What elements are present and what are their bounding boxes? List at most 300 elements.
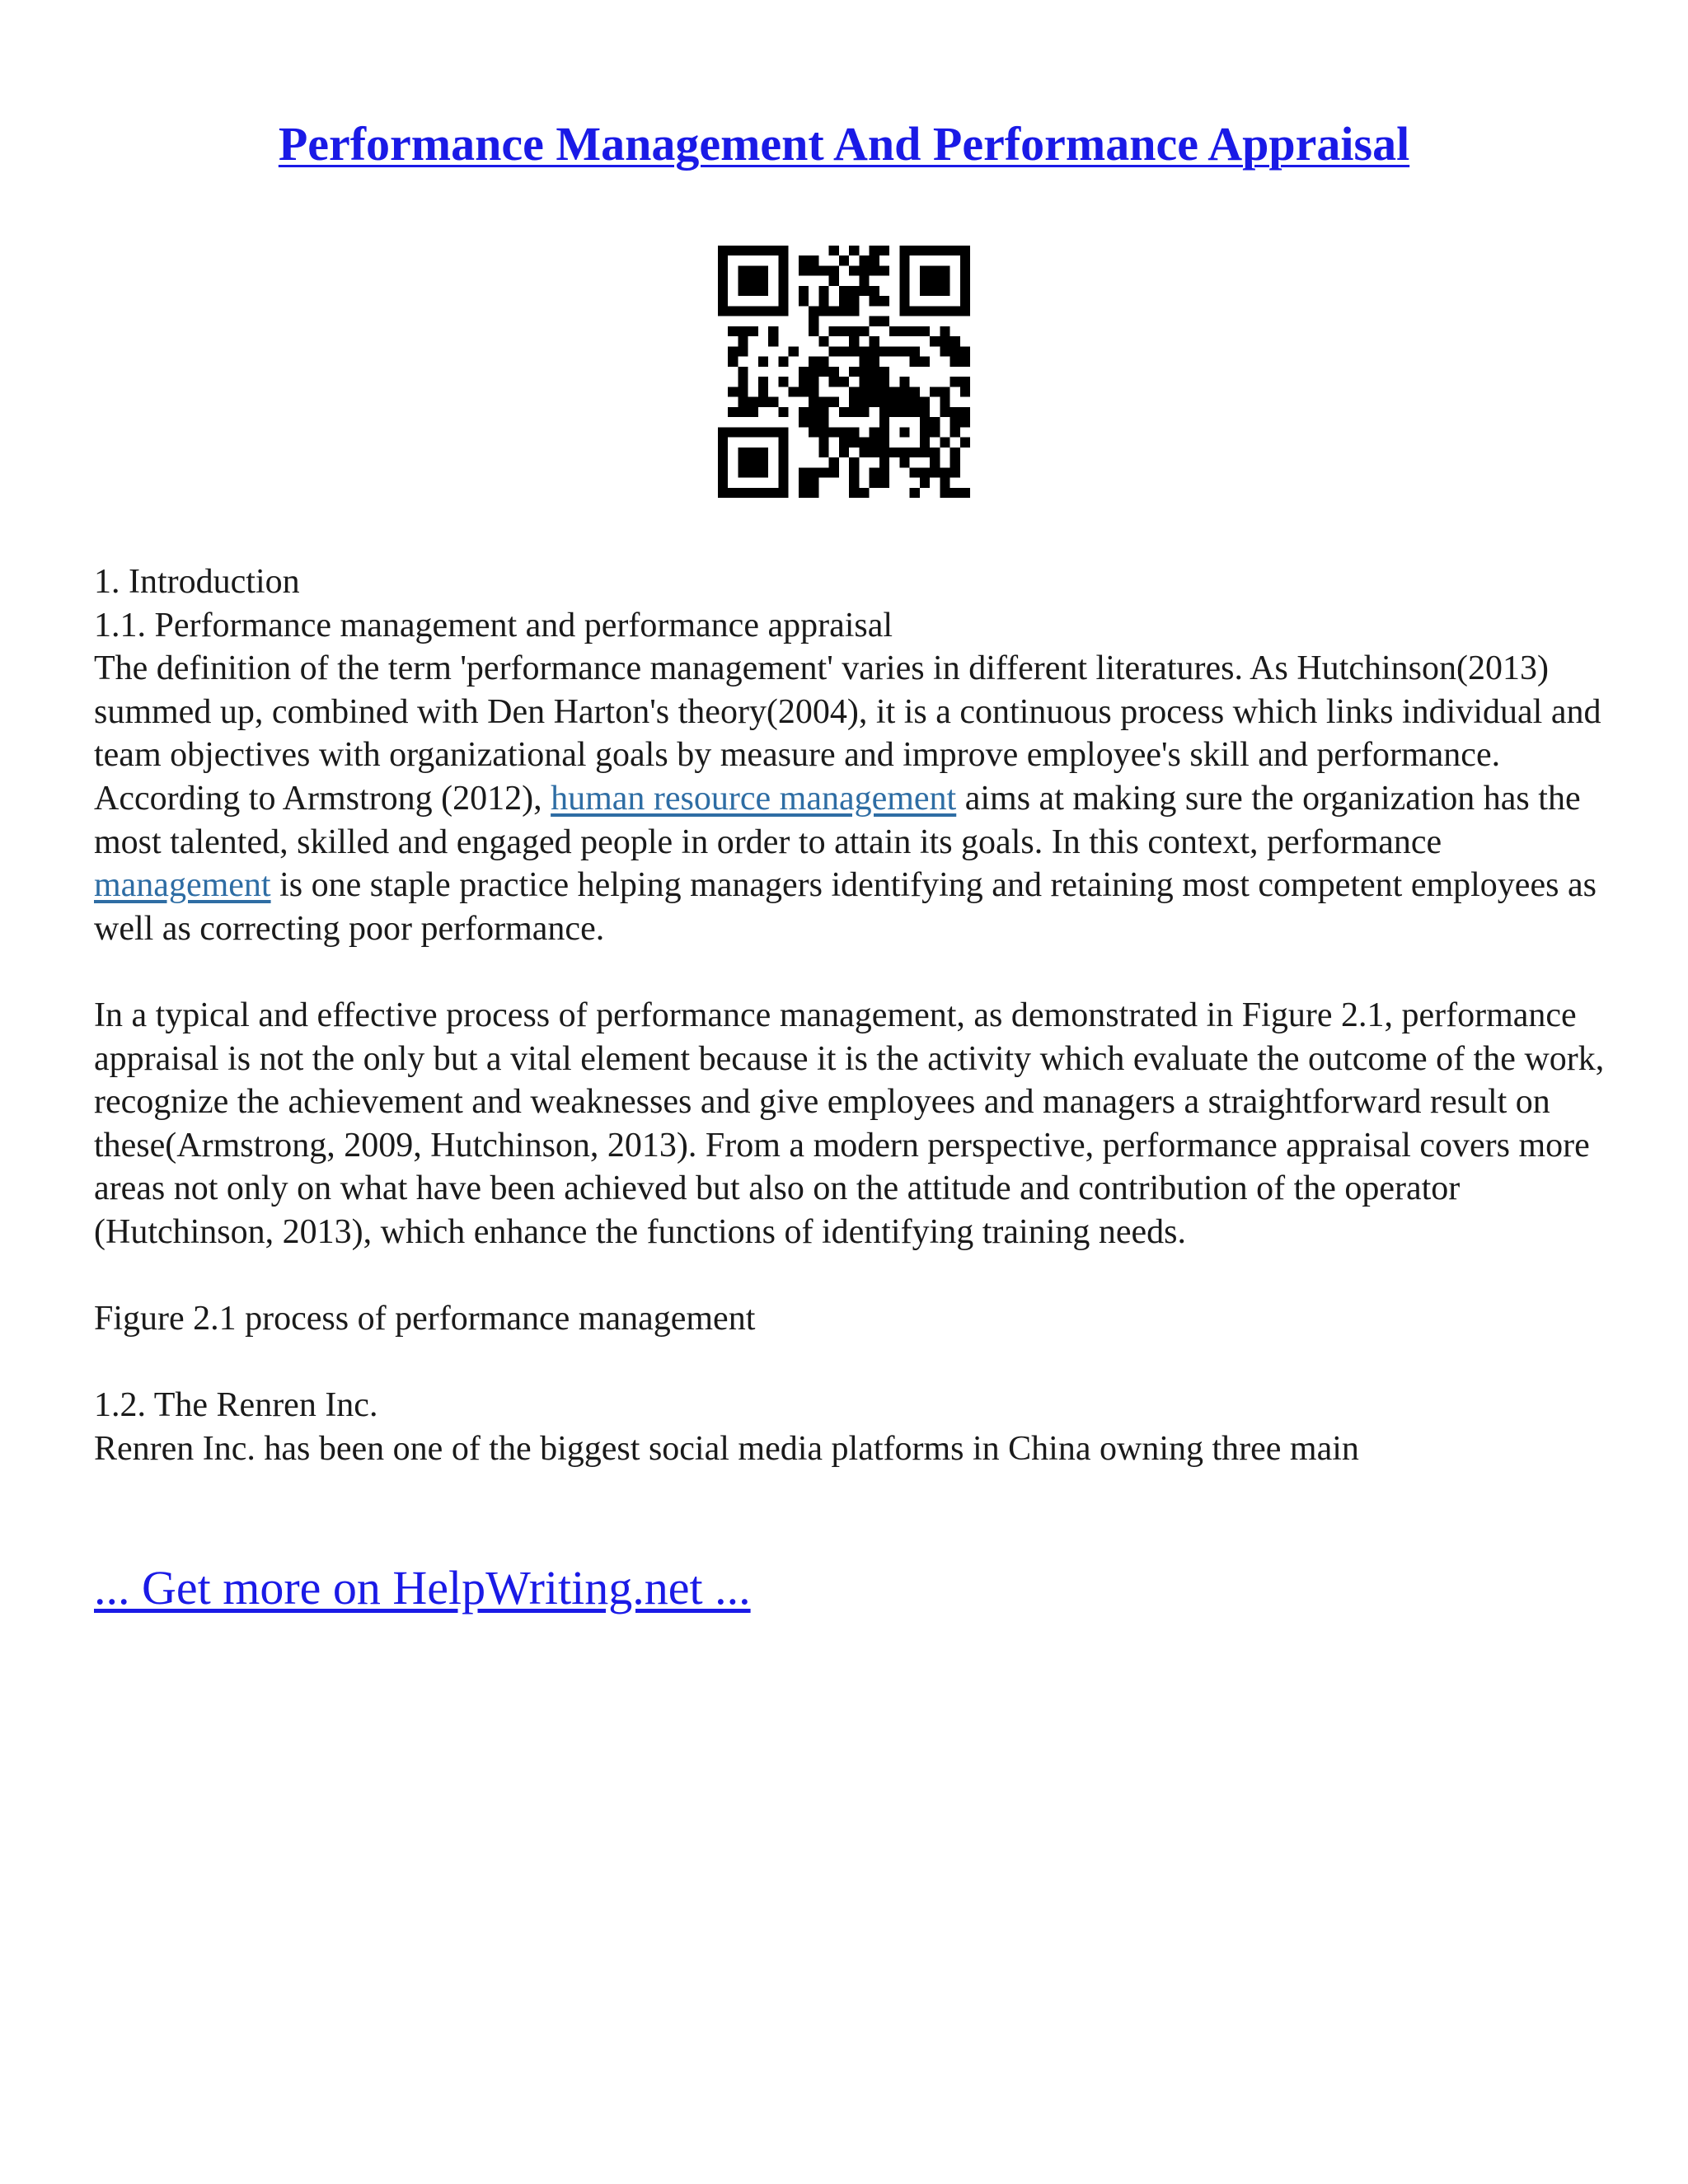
paragraph-process: In a typical and effective process of performance management, as demonstrated in Figure 2.1, performance appraisal is not the only but a vital element because it is the activity which evaluate the outcome of the work, recognize the achievement and weaknesses and give employees and managers a straightforward result on these(Armstrong, 2009, Hutchinson, 2013). From a modern perspective, performance appraisal covers more areas not only on what have been achieved but also on the attitude and contribution of the operator (Hutchinson, 2013), which enhance the functions of identifying training needs. (94, 996, 1605, 1251)
qr-module (809, 478, 818, 488)
qr-module (799, 265, 809, 275)
qr-module (748, 467, 758, 477)
qr-module (839, 326, 849, 336)
document-body (94, 560, 1611, 1470)
qr-module (910, 357, 920, 367)
qr-module (849, 246, 859, 255)
qr-module (950, 457, 960, 467)
qr-module (899, 377, 909, 387)
qr-module (778, 488, 788, 498)
qr-module (738, 467, 748, 477)
qr-module (758, 448, 768, 457)
qr-module (940, 387, 950, 396)
qr-module (728, 346, 738, 356)
qr-module (768, 397, 778, 407)
qr-module (738, 336, 748, 346)
qr-module (960, 377, 970, 387)
paragraph-text: aims at making sure the organization has the most talented, skilled and engaged people in order to attain its goals. In this context, performance (94, 779, 1581, 861)
link-management[interactable]: management (94, 866, 271, 905)
qr-module (809, 316, 818, 326)
qr-module (809, 387, 818, 396)
qr-module (778, 457, 788, 467)
paragraph-spacer (94, 950, 1611, 994)
qr-module (920, 326, 930, 336)
qr-module (758, 457, 768, 467)
qr-module (738, 326, 748, 336)
qr-module (849, 336, 859, 346)
qr-module (778, 255, 788, 265)
qr-module (738, 276, 748, 286)
qr-module (718, 488, 728, 498)
qr-module (829, 346, 839, 356)
qr-module (930, 387, 940, 396)
qr-module (849, 306, 859, 316)
qr-module (930, 417, 940, 427)
qr-module (738, 246, 748, 255)
qr-module (829, 457, 839, 467)
qr-module (809, 467, 818, 477)
qr-module (960, 276, 970, 286)
qr-module (799, 296, 809, 306)
qr-module (738, 265, 748, 275)
get-more-paragraph (94, 1559, 751, 1617)
qr-module (940, 326, 950, 336)
qr-module (778, 377, 788, 387)
qr-module (960, 246, 970, 255)
qr-module (809, 255, 818, 265)
qr-module (758, 467, 768, 477)
subsection-heading-performance: 1.1. Performance management and performance appraisal (94, 606, 893, 644)
qr-module (879, 407, 889, 417)
qr-module (778, 467, 788, 477)
qr-module (818, 306, 828, 316)
qr-module (829, 246, 839, 255)
qr-module (758, 286, 768, 296)
qr-module (849, 296, 859, 306)
qr-module (930, 457, 940, 467)
qr-module (738, 367, 748, 377)
qr-module (758, 488, 768, 498)
qr-module (910, 397, 920, 407)
qr-module (899, 427, 909, 437)
qr-module (829, 265, 839, 275)
qr-module (870, 255, 879, 265)
qr-module (930, 246, 940, 255)
qr-module (778, 407, 788, 417)
qr-module (758, 377, 768, 387)
qr-module (718, 246, 728, 255)
qr-module (870, 265, 879, 275)
qr-module (960, 438, 970, 448)
qr-module (718, 296, 728, 306)
qr-module (718, 478, 728, 488)
qr-module (718, 255, 728, 265)
qr-module (748, 457, 758, 467)
qr-module (748, 397, 758, 407)
qr-module (910, 306, 920, 316)
qr-module (879, 296, 889, 306)
qr-module (899, 387, 909, 396)
qr-module (738, 286, 748, 296)
qr-module (960, 417, 970, 427)
qr-module (839, 346, 849, 356)
qr-module (718, 457, 728, 467)
qr-module (910, 246, 920, 255)
qr-module (818, 357, 828, 367)
qr-module (718, 448, 728, 457)
qr-module (799, 387, 809, 396)
qr-module (950, 448, 960, 457)
qr-module (818, 286, 828, 296)
qr-module (809, 427, 818, 437)
qr-module (940, 346, 950, 356)
qr-module (870, 246, 879, 255)
title-link[interactable]: Performance Management And Performance Appraisal (278, 117, 1410, 171)
qr-module (910, 407, 920, 417)
qr-module (849, 397, 859, 407)
qr-module (859, 346, 869, 356)
qr-module (839, 438, 849, 448)
qr-module (778, 448, 788, 457)
qr-module (899, 397, 909, 407)
qr-module (920, 246, 930, 255)
qr-module (930, 427, 940, 437)
qr-module (829, 467, 839, 477)
qr-module (748, 488, 758, 498)
qr-module (870, 427, 879, 437)
qr-module (940, 438, 950, 448)
qr-module (738, 377, 748, 387)
qr-module (940, 336, 950, 346)
qr-module (758, 387, 768, 396)
qr-module (809, 357, 818, 367)
qr-module (920, 467, 930, 477)
qr-module (748, 246, 758, 255)
qr-module (940, 306, 950, 316)
qr-module (859, 265, 869, 275)
qr-module (728, 306, 738, 316)
qr-module (799, 467, 809, 477)
qr-module (758, 265, 768, 275)
qr-module (778, 246, 788, 255)
qr-module (778, 296, 788, 306)
qr-module (889, 407, 899, 417)
qr-module (758, 306, 768, 316)
qr-module (829, 326, 839, 336)
qr-module (870, 286, 879, 296)
qr-module (818, 427, 828, 437)
qr-module (889, 387, 899, 396)
qr-module (718, 438, 728, 448)
qr-module (899, 286, 909, 296)
qr-module (718, 427, 728, 437)
qr-module (879, 377, 889, 387)
qr-module (950, 467, 960, 477)
qr-module (859, 448, 869, 457)
qr-module (870, 357, 879, 367)
qr-module (728, 246, 738, 255)
qr-module (718, 306, 728, 316)
qr-module (879, 478, 889, 488)
qr-module (818, 336, 828, 346)
qr-module (879, 448, 889, 457)
qr-module (859, 286, 869, 296)
qr-module (870, 346, 879, 356)
qr-module (870, 296, 879, 306)
qr-module (849, 286, 859, 296)
qr-module (859, 357, 869, 367)
qr-module (870, 316, 879, 326)
qr-module (889, 397, 899, 407)
qr-module (899, 326, 909, 336)
qr-module (849, 438, 859, 448)
qr-module (879, 387, 889, 396)
qr-module (899, 346, 909, 356)
qr-module (758, 397, 768, 407)
qr-module (859, 367, 869, 377)
qr-module (758, 246, 768, 255)
qr-module (758, 427, 768, 437)
paragraph-spacer (94, 1341, 1611, 1385)
qr-module (818, 397, 828, 407)
qr-module (738, 448, 748, 457)
qr-module (899, 265, 909, 275)
qr-module (849, 367, 859, 377)
qr-module (748, 407, 758, 417)
qr-module (920, 357, 930, 367)
get-more-link[interactable]: ... Get more on HelpWriting.net ... (94, 1561, 751, 1615)
qr-module (849, 457, 859, 467)
qr-module (758, 357, 768, 367)
qr-module (809, 407, 818, 417)
qr-module (920, 438, 930, 448)
qr-module (738, 306, 748, 316)
qr-module (879, 246, 889, 255)
qr-module (910, 346, 920, 356)
qr-module (859, 438, 869, 448)
qr-module (859, 488, 869, 498)
qr-module (879, 316, 889, 326)
qr-module (940, 407, 950, 417)
qr-module (859, 397, 869, 407)
qr-module (920, 397, 930, 407)
qr-module (778, 286, 788, 296)
qr-module (879, 427, 889, 437)
qr-module (879, 397, 889, 407)
document-title (0, 115, 1688, 173)
qr-module (950, 377, 960, 387)
qr-module (899, 457, 909, 467)
qr-module (930, 467, 940, 477)
qr-module (950, 417, 960, 427)
qr-module (818, 467, 828, 477)
qr-module (768, 306, 778, 316)
qr-module (728, 387, 738, 396)
qr-module (910, 387, 920, 396)
qr-module (809, 306, 818, 316)
qr-module (738, 407, 748, 417)
qr-module (799, 478, 809, 488)
qr-module (818, 265, 828, 275)
qr-module (718, 467, 728, 477)
qr-module (930, 306, 940, 316)
link-human-resource-management[interactable]: human resource management (551, 779, 957, 818)
qr-module (930, 265, 940, 275)
qr-module (738, 457, 748, 467)
qr-module (839, 377, 849, 387)
qr-module (960, 255, 970, 265)
qr-module (849, 478, 859, 488)
qr-module (879, 467, 889, 477)
qr-module (960, 306, 970, 316)
qr-module (950, 488, 960, 498)
qr-module (910, 448, 920, 457)
qr-module (778, 357, 788, 367)
qr-module (859, 276, 869, 286)
qr-module (809, 417, 818, 427)
qr-module (870, 367, 879, 377)
qr-module (950, 427, 960, 437)
qr-module (789, 346, 799, 356)
qr-module (930, 448, 940, 457)
qr-module (859, 377, 869, 387)
qr-module (950, 346, 960, 356)
qr-module (728, 427, 738, 437)
qr-module (748, 276, 758, 286)
qr-module (899, 246, 909, 255)
qr-module (879, 367, 889, 377)
qr-module (940, 467, 950, 477)
qr-module (768, 246, 778, 255)
qr-module (799, 255, 809, 265)
qr-module (818, 417, 828, 427)
qr-module (748, 427, 758, 437)
qr-module (859, 407, 869, 417)
qr-module (920, 417, 930, 427)
qr-module (778, 427, 788, 437)
qr-module (920, 478, 930, 488)
qr-module (809, 326, 818, 336)
qr-module (778, 478, 788, 488)
qr-module (849, 488, 859, 498)
qr-module (738, 346, 748, 356)
qr-module (829, 377, 839, 387)
qr-module (758, 276, 768, 286)
qr-module (870, 397, 879, 407)
qr-module (859, 326, 869, 336)
qr-module (960, 346, 970, 356)
qr-module (839, 306, 849, 316)
qr-module (748, 306, 758, 316)
qr-module (940, 488, 950, 498)
qr-module (818, 296, 828, 306)
qr-module (870, 377, 879, 387)
qr-module (920, 407, 930, 417)
qr-module (768, 326, 778, 336)
qr-module (940, 276, 950, 286)
qr-module (879, 346, 889, 356)
qr-module (950, 357, 960, 367)
qr-module (940, 286, 950, 296)
qr-module (799, 407, 809, 417)
figure-caption: Figure 2.1 process of performance management (94, 1300, 756, 1338)
qr-module (849, 265, 859, 275)
qr-module (859, 387, 869, 396)
qr-module (799, 367, 809, 377)
qr-module (849, 467, 859, 477)
qr-module (849, 346, 859, 356)
paragraph-text: is one staple practice helping managers identifying and retaining most competent employees as well as correcting poor performance. (94, 866, 1597, 948)
qr-module (930, 276, 940, 286)
qr-module (799, 488, 809, 498)
qr-module (950, 336, 960, 346)
qr-module (728, 357, 738, 367)
qr-module (870, 478, 879, 488)
qr-module (839, 407, 849, 417)
qr-module (920, 427, 930, 437)
qr-module (839, 448, 849, 457)
qr-module (899, 306, 909, 316)
qr-module (738, 427, 748, 437)
qr-module (748, 326, 758, 336)
qr-module (818, 367, 828, 377)
qr-module (829, 397, 839, 407)
qr-module (718, 276, 728, 286)
qr-module (768, 488, 778, 498)
qr-module (920, 276, 930, 286)
paragraph-renren: Renren Inc. has been one of the biggest social media platforms in China owning three main (94, 1429, 1359, 1468)
qr-module (738, 387, 748, 396)
qr-module (738, 397, 748, 407)
qr-module (899, 448, 909, 457)
qr-module (849, 427, 859, 437)
qr-module (879, 417, 889, 427)
qr-module (870, 438, 879, 448)
qr-module (839, 255, 849, 265)
qr-module (950, 407, 960, 417)
qr-module (910, 326, 920, 336)
qr-module (920, 306, 930, 316)
qr-module (940, 246, 950, 255)
qr-module (728, 407, 738, 417)
qr-module (960, 387, 970, 396)
qr-module (839, 427, 849, 437)
qr-module (718, 265, 728, 275)
qr-module (829, 367, 839, 377)
qr-module (960, 357, 970, 367)
qr-module (799, 377, 809, 387)
qr-module (889, 346, 899, 356)
qr-module (849, 387, 859, 396)
qr-module (870, 387, 879, 396)
paragraph-spacer (94, 1254, 1611, 1298)
qr-module (738, 488, 748, 498)
qr-module (960, 488, 970, 498)
section-heading-introduction: 1. Introduction (94, 563, 300, 601)
qr-module (748, 448, 758, 457)
qr-module (849, 407, 859, 417)
qr-module (859, 255, 869, 265)
qr-module (768, 427, 778, 437)
qr-module (818, 407, 828, 417)
qr-module (789, 387, 799, 396)
qr-module (778, 276, 788, 286)
qr-module (818, 438, 828, 448)
qr-module (839, 286, 849, 296)
qr-module (899, 276, 909, 286)
qr-module (809, 377, 818, 387)
qr-module (910, 488, 920, 498)
